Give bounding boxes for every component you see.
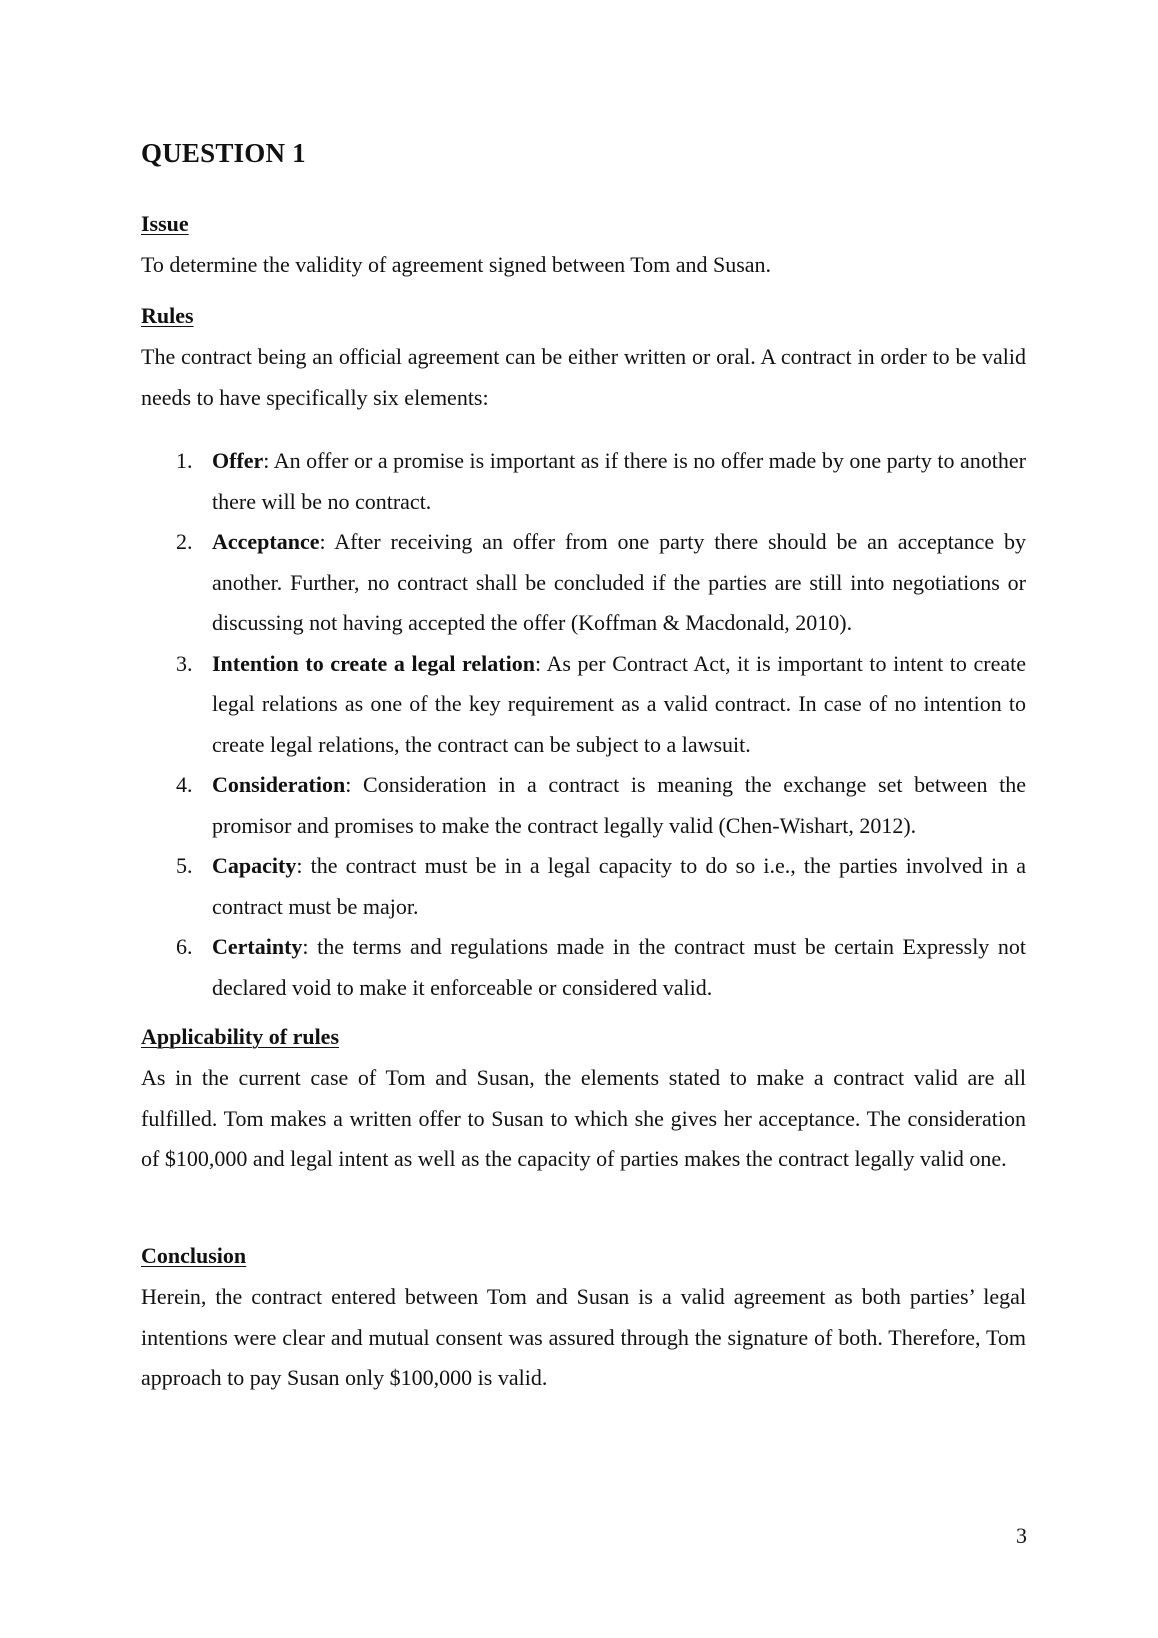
list-term: Certainty xyxy=(212,934,303,959)
list-item xyxy=(141,846,1026,927)
list-term: Acceptance xyxy=(212,529,320,554)
list-text: : Consideration in a contract is meaning the exchange set between the promisor and promises to make the contract legally valid (Chen-Wishart, 2012). xyxy=(212,772,1026,838)
page-number: 3 xyxy=(1016,1523,1027,1548)
list-text: : An offer or a promise is important as if there is no offer made by one party to another there will be no contract. xyxy=(212,448,1026,514)
rules-intro: The contract being an official agreement can be either written or oral. A contract in order to be valid needs to have specifically six elements: xyxy=(141,344,1026,410)
list-number: 3. xyxy=(176,650,193,676)
list-term: Capacity xyxy=(212,853,297,878)
list-text: : the contract must be in a legal capacity to do so i.e., the parties involved in a contract must be major. xyxy=(212,853,1026,919)
list-item xyxy=(141,927,1026,1008)
conclusion-text: Herein, the contract entered between Tom and Susan is a valid agreement as both parties’ legal intentions were clear and mutual consent was assured through the signature of both. Therefore, Tom approach to pay Susan only $100,000 is valid. xyxy=(141,1284,1026,1390)
list-number: 6. xyxy=(176,934,193,959)
list-term: Consideration xyxy=(212,772,346,797)
list-term: Intention to create a legal relation xyxy=(212,650,535,676)
list-item xyxy=(141,765,1026,846)
list-item xyxy=(141,644,1026,766)
list-item xyxy=(141,522,1026,644)
list-text: : As per Contract Act, it is important to intent to create legal relations as one of the key requirement as a valid contract. In case of no intention to create legal relations, the contract can be subject to a lawsuit. xyxy=(212,650,1026,757)
applicability-title: Applicability of rules xyxy=(141,1024,340,1049)
applicability-text: As in the current case of Tom and Susan, the elements stated to make a contract valid are all fulfilled. Tom makes a written offer to Susan to which she gives her acceptance. The consideration of $100,000 and legal intent as well as the capacity of parties makes the contract legally valid one. xyxy=(141,1065,1026,1171)
rules-title: Rules xyxy=(141,303,194,328)
question-heading: QUESTION 1 xyxy=(141,138,306,168)
list-number: 5. xyxy=(176,853,193,878)
list-number: 2. xyxy=(176,529,193,554)
list-term: Offer xyxy=(212,448,264,473)
issue-title: Issue xyxy=(141,211,189,236)
list-text: : After receiving an offer from one party there should be an acceptance by another. Further, no contract shall be concluded if the parties are still into negotiations or discussing not having accepted the offer (Koffman & Macdonald, 2010). xyxy=(212,529,1026,635)
list-number: 1. xyxy=(176,448,193,473)
list-text: : the terms and regulations made in the contract must be certain Expressly not declared void to make it enforceable or considered valid. xyxy=(212,934,1026,1000)
issue-text: To determine the validity of agreement signed between Tom and Susan. xyxy=(141,252,772,277)
elements-list xyxy=(141,441,1026,1008)
list-number: 4. xyxy=(176,772,193,797)
conclusion-title: Conclusion xyxy=(141,1243,247,1268)
list-item xyxy=(141,441,1026,522)
